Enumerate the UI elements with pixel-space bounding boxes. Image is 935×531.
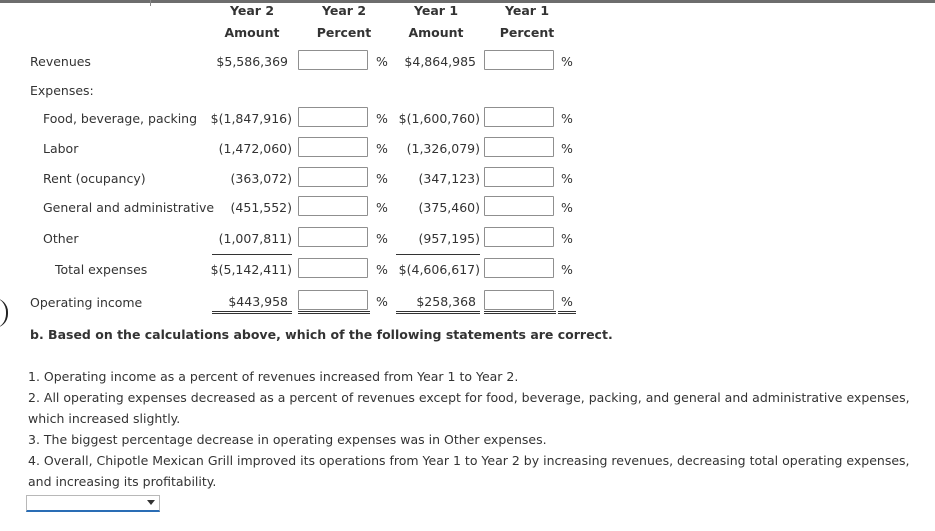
y1-amount-general-admin: (375,460) <box>418 200 480 215</box>
statement-3: 3. The biggest percentage decrease in operating expenses was in Other expenses. <box>28 432 547 447</box>
percent-sign: % <box>376 294 388 309</box>
y1-amount-revenues: $4,864,985 <box>404 54 476 69</box>
y1-percent-input-operating-income[interactable] <box>484 290 554 310</box>
percent-sign: % <box>561 54 573 69</box>
y1-percent-input-labor[interactable] <box>484 137 554 157</box>
y1-amount-other: (957,195) <box>418 231 480 246</box>
percent-sign: % <box>376 111 388 126</box>
header-line-1: Year 2 <box>321 3 367 18</box>
y2-amount-revenues: $5,586,369 <box>216 54 288 69</box>
y2-amount-total-expenses: $(5,142,411) <box>210 262 292 277</box>
header-line-2: Amount <box>408 25 464 40</box>
double-rule <box>484 311 556 314</box>
y2-amount-rent: (363,072) <box>230 171 292 186</box>
header-year2-percent <box>304 3 384 40</box>
percent-sign: % <box>561 141 573 156</box>
y1-percent-input-food[interactable] <box>484 107 554 127</box>
y2-percent-input-labor[interactable] <box>298 137 368 157</box>
y1-amount-food: $(1,600,760) <box>398 111 480 126</box>
header-line-2: Amount <box>224 25 280 40</box>
row-label-other: Other <box>43 231 79 246</box>
percent-sign: % <box>376 171 388 186</box>
left-edge-mark <box>0 298 8 328</box>
header-year2-amount <box>212 3 292 40</box>
y2-amount-food: $(1,847,916) <box>210 111 292 126</box>
double-rule <box>396 311 480 314</box>
subtotal-rule <box>396 254 480 255</box>
header-line-2: Percent <box>316 25 372 40</box>
double-rule <box>298 311 370 314</box>
y1-percent-input-revenues[interactable] <box>484 50 554 70</box>
question-prompt: b. Based on the calculations above, which of the following statements are correct. <box>30 327 613 342</box>
row-label-general-admin: General and administrative <box>43 200 215 215</box>
statement-4: 4. Overall, Chipotle Mexican Grill improved its operations from Year 1 to Year 2 by increasing revenues, decreasing total operating expenses, and increasing its profitability. <box>28 453 910 489</box>
row-label-revenues: Revenues <box>30 54 91 69</box>
y1-percent-input-other[interactable] <box>484 227 554 247</box>
y1-amount-labor: (1,326,079) <box>406 141 480 156</box>
y2-amount-other: (1,007,811) <box>218 231 292 246</box>
y1-amount-rent: (347,123) <box>418 171 480 186</box>
header-line-1: Year 1 <box>504 3 550 18</box>
percent-sign: % <box>376 54 388 69</box>
y2-amount-labor: (1,472,060) <box>218 141 292 156</box>
header-year1-percent <box>487 3 567 40</box>
y2-percent-input-general-admin[interactable] <box>298 196 368 216</box>
percent-sign: % <box>376 231 388 246</box>
y2-percent-input-other[interactable] <box>298 227 368 247</box>
chevron-down-icon <box>147 500 155 505</box>
percent-sign: % <box>561 200 573 215</box>
top-border-tick <box>150 0 151 6</box>
header-year1-amount <box>396 3 476 40</box>
y1-amount-total-expenses: $(4,606,617) <box>398 262 480 277</box>
y2-percent-input-total-expenses[interactable] <box>298 258 368 278</box>
y2-percent-input-food[interactable] <box>298 107 368 127</box>
y2-percent-input-revenues[interactable] <box>298 50 368 70</box>
statement-2: 2. All operating expenses decreased as a percent of revenues except for food, beverage, packing, and general and administrative expenses, which increased slightly. <box>28 390 910 426</box>
percent-sign: % <box>561 294 573 309</box>
y1-amount-operating-income: $258,368 <box>416 294 476 309</box>
row-label-total-expenses: Total expenses <box>55 262 148 277</box>
row-label-food: Food, beverage, packing <box>43 111 198 126</box>
header-line-1: Year 2 <box>229 3 275 18</box>
y2-amount-operating-income: $443,958 <box>228 294 288 309</box>
percent-sign: % <box>561 231 573 246</box>
y1-percent-input-total-expenses[interactable] <box>484 258 554 278</box>
statement-1: 1. Operating income as a percent of revenues increased from Year 1 to Year 2. <box>28 369 519 384</box>
percent-sign: % <box>561 262 573 277</box>
expenses-label: Expenses: <box>30 83 94 98</box>
percent-sign: % <box>376 262 388 277</box>
row-label-rent: Rent (ocupancy) <box>43 171 146 186</box>
row-label-labor: Labor <box>43 141 79 156</box>
header-line-2: Percent <box>499 25 555 40</box>
percent-sign: % <box>561 111 573 126</box>
percent-sign: % <box>561 171 573 186</box>
answer-select[interactable] <box>26 495 160 512</box>
percent-sign: % <box>376 200 388 215</box>
subtotal-rule <box>212 254 292 255</box>
y2-percent-input-operating-income[interactable] <box>298 290 368 310</box>
y2-amount-general-admin: (451,552) <box>230 200 292 215</box>
row-label-operating-income: Operating income <box>30 295 143 310</box>
double-rule <box>212 311 292 314</box>
double-rule <box>558 311 576 314</box>
y1-percent-input-rent[interactable] <box>484 167 554 187</box>
y2-percent-input-rent[interactable] <box>298 167 368 187</box>
percent-sign: % <box>376 141 388 156</box>
y1-percent-input-general-admin[interactable] <box>484 196 554 216</box>
header-line-1: Year 1 <box>413 3 459 18</box>
